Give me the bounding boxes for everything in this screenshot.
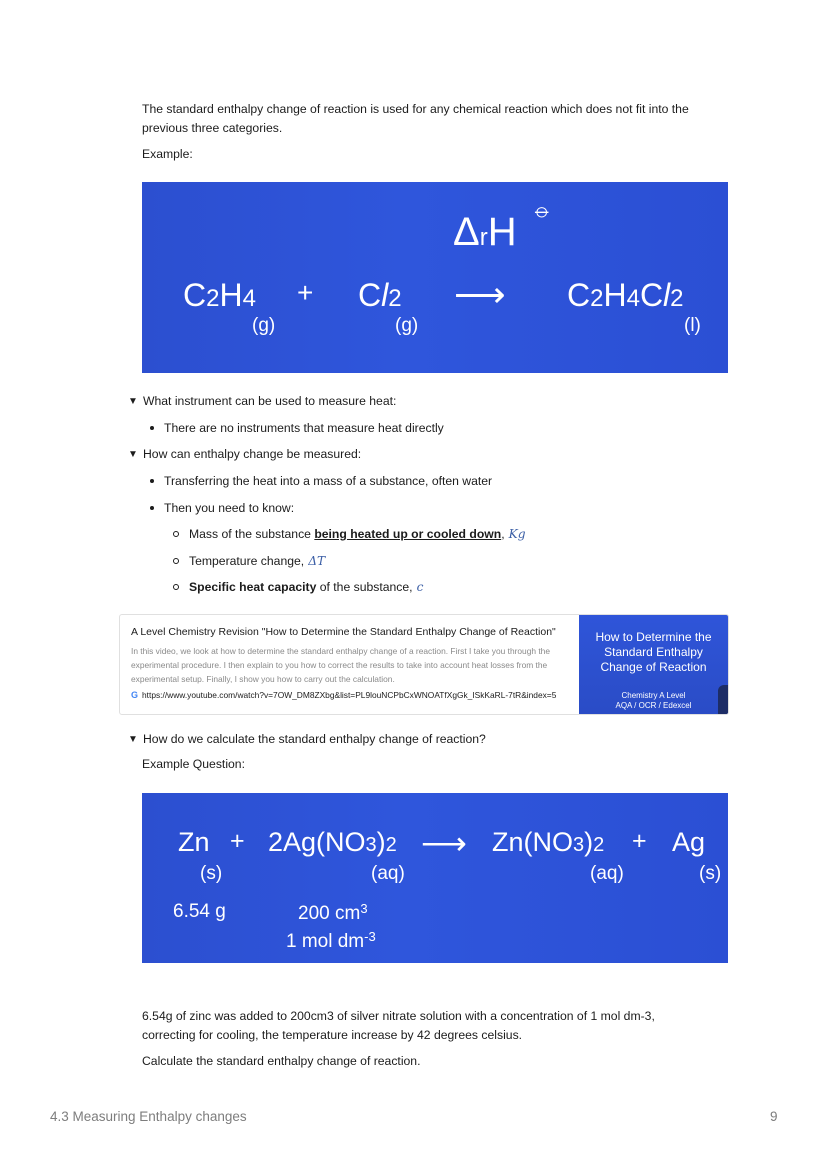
- question-line-1: 6.54g of zinc was added to 200cm3 of silver nitrate solution with a concentration of 1 mol dm-3,: [142, 1009, 655, 1023]
- toggle-measure-enthalpy[interactable]: [128, 447, 361, 461]
- list-item-text: Transferring the heat into a mass of a substance, often water: [164, 474, 493, 488]
- bullet-icon: [150, 506, 154, 510]
- thumbnail-title: How to Determine the Standard Enthalpy Change of Reaction: [595, 630, 712, 674]
- bookmark-title[interactable]: A Level Chemistry Revision "How to Determine the Standard Enthalpy Change of Reaction": [131, 626, 556, 638]
- mass-emphasis: being heated up or cooled down: [314, 527, 502, 541]
- h-symbol: H: [487, 210, 517, 254]
- sub-list-item-temperature: [173, 554, 325, 568]
- toggle-measure-heat-instrument[interactable]: [128, 394, 396, 408]
- zinc-mass: 6.54 g: [173, 901, 226, 922]
- plus-sign-2: +: [632, 827, 647, 855]
- product-silver-state: (s): [699, 863, 722, 884]
- circle-bullet-icon: [173, 531, 179, 537]
- footer-page-number: 9: [770, 1109, 778, 1124]
- triangle-down-icon[interactable]: ▼: [128, 395, 138, 407]
- reactant-ethene: C2H4: [183, 277, 256, 313]
- question-line-2: correcting for cooling, the temperature increase by 42 degrees celsius.: [142, 1028, 523, 1042]
- video-bookmark[interactable]: [119, 614, 729, 715]
- product-silver: Ag: [672, 827, 706, 857]
- intro-line-2: previous three categories.: [142, 121, 283, 135]
- question-paragraph: [142, 1007, 742, 1045]
- delta-r-h-label: [453, 210, 517, 255]
- bookmark-url[interactable]: https://www.youtube.com/watch?v=7OW_DM8ZXbg&list=PL9louNCPbCxWNOATfXgGk_ISkKaRL-7tR&index=5: [142, 690, 557, 700]
- circle-bullet-icon: [173, 558, 179, 564]
- delta-symbol: Δ: [453, 210, 480, 254]
- video-thumbnail[interactable]: [579, 615, 728, 714]
- list-item-text: There are no instruments that measure heat directly: [164, 421, 444, 435]
- toggle-label: How can enthalpy change be measured:: [143, 447, 362, 461]
- list-item: [150, 501, 294, 515]
- list-item: [150, 421, 444, 435]
- intro-paragraph: [142, 100, 742, 138]
- equation-image-zinc-silver-nitrate: [142, 793, 728, 963]
- toggle-calculate-enthalpy[interactable]: [128, 732, 486, 746]
- plus-sign: +: [297, 277, 314, 308]
- reactant-zinc-state: (s): [200, 863, 223, 884]
- product-zinc-nitrate: Zn(NO3)2: [492, 827, 605, 857]
- sub-list-item-heat-capacity: [173, 580, 423, 594]
- equation-image-ethene-chlorine: [142, 182, 728, 373]
- example-question-label: Example Question:: [142, 757, 245, 771]
- bookmark-description: In this video, we look at how to determine the standard enthalpy change of a reaction. First I take you through the experimental procedure. I then explain to you how to correct the results to take into account heat losses from the experimental setup. Finally, I show you how to carry out the calculation.: [131, 646, 550, 684]
- toggle-label: How do we calculate the standard enthalpy change of reaction?: [143, 732, 486, 746]
- heat-capacity-text: of the substance,: [316, 580, 413, 594]
- heat-capacity-symbol: c: [416, 580, 424, 594]
- r-subscript: r: [479, 224, 488, 251]
- list-item-text: Then you need to know:: [164, 501, 295, 515]
- thumbnail-subtitle-1: Chemistry A Level: [621, 691, 686, 700]
- sub-list-item-mass: [173, 527, 526, 541]
- mass-comma: ,: [501, 527, 505, 541]
- intro-line-1: The standard enthalpy change of reaction is used for any chemical reaction which does not fit into the: [142, 102, 689, 116]
- solution-concentration: 1 mol $dm^{-3}$: [286, 929, 376, 952]
- list-item: [150, 474, 492, 488]
- circle-bullet-icon: [173, 584, 179, 590]
- product-zinc-nitrate-state: (aq): [590, 863, 624, 884]
- mass-symbol: Kg: [508, 527, 526, 541]
- reactant-ethene-state: (g): [252, 315, 276, 336]
- reaction-arrow: ⟶: [454, 274, 506, 315]
- product-dichloroethane: C2H4Cl2: [567, 277, 684, 313]
- temperature-text: Temperature change,: [189, 554, 305, 568]
- mass-prefix: Mass of the substance: [189, 527, 315, 541]
- delta-t-symbol: ΔT: [308, 554, 326, 568]
- reaction-arrow-2: ⟶: [421, 825, 467, 861]
- plus-sign-1: +: [230, 827, 245, 855]
- question-instruction: Calculate the standard enthalpy change of reaction.: [142, 1054, 421, 1068]
- reactant-silver-nitrate: 2Ag(NO3)2: [268, 827, 397, 857]
- bookmark-url-row[interactable]: [131, 688, 571, 702]
- reactant-zinc: Zn: [178, 827, 210, 857]
- bullet-icon: [150, 426, 154, 430]
- thumbnail-subtitle-2: AQA / OCR / Edexcel: [615, 701, 692, 710]
- bullet-icon: [150, 479, 154, 483]
- solution-volume: 200 $cm^3$: [298, 901, 368, 924]
- product-state: (l): [684, 315, 701, 336]
- reactant-chlorine-state: (g): [395, 315, 419, 336]
- triangle-down-icon[interactable]: ▼: [128, 448, 138, 460]
- heat-capacity-bold: Specific heat capacity: [189, 580, 317, 594]
- toggle-label: What instrument can be used to measure heat:: [143, 394, 397, 408]
- standard-state-symbol: ⦵: [532, 196, 553, 223]
- footer-section-title: 4.3 Measuring Enthalpy changes: [50, 1109, 247, 1124]
- google-icon: G: [131, 690, 139, 700]
- example-label: Example:: [142, 147, 193, 161]
- reactant-chlorine: Cl2: [358, 277, 402, 313]
- reactant-silver-nitrate-state: (aq): [371, 863, 405, 884]
- presenter-silhouette: [718, 685, 728, 714]
- triangle-down-icon[interactable]: ▼: [128, 733, 138, 745]
